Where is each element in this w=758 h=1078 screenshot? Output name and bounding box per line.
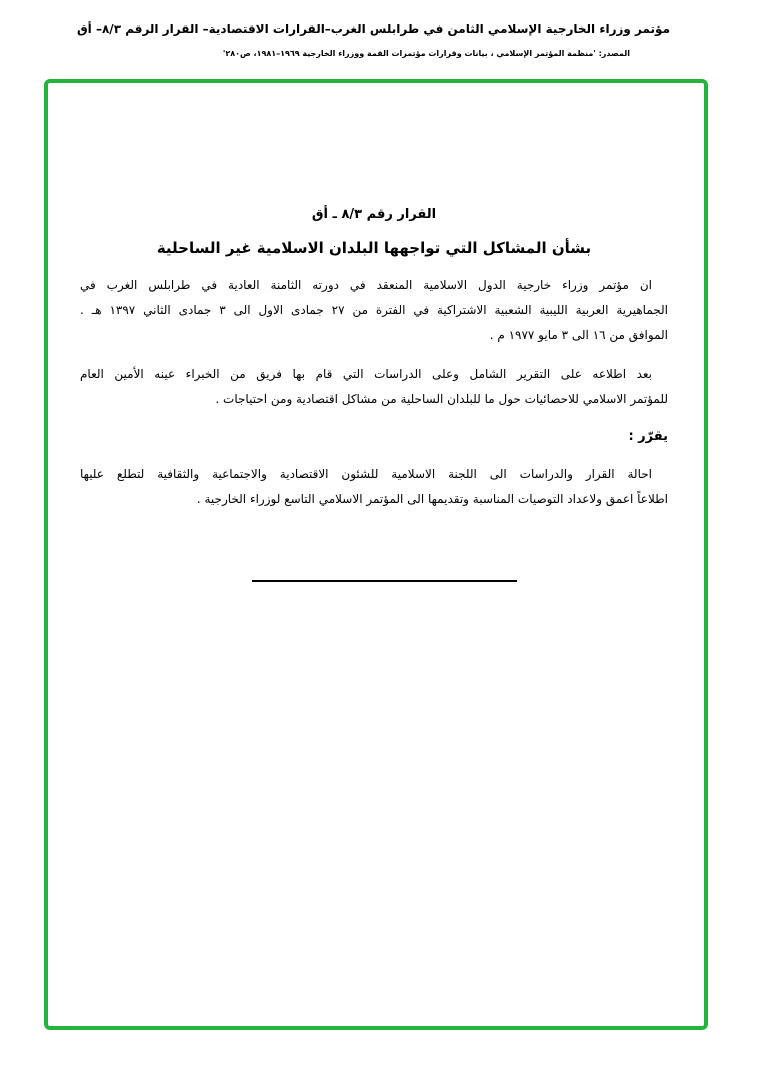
resolution-number: القرار رقم ٨/٣ ـ أق (311, 207, 437, 222)
paragraph-line: ان مؤتمر وزراء خارجية الدول الاسلامية المنعقد في دورته الثامنة العادية في طرابلس الغرب في (80, 278, 652, 292)
document-header-title: مؤتمر وزراء الخارجية الإسلامي الثامن في طرابلس الغرب–القرارات الاقتصادية– القرار الرقم ٨/٣– أق (76, 22, 670, 36)
paragraph-preamble (80, 273, 668, 348)
paragraph-line: الجماهيرية العربية الليبية الشعبية الاشتراكية في الفترة من ٢٧ جمادى الاول الى ٣ جمادى الثاني ١٣٩٧ هـ . (80, 303, 668, 317)
paragraph-line: احالة القرار والدراسات الى اللجنة الاسلامية للشئون الاقتصادية والاجتماعية والثقافية لتطلع عليها (80, 467, 652, 481)
paragraph-line: الموافق من ١٦ الى ٣ مايو ١٩٧٧ م . (489, 328, 668, 342)
paragraph-decision (80, 462, 668, 512)
resolution-subject: بشأن المشاكل التي تواجهها البلدان الاسلامية غير الساحلية (156, 239, 592, 257)
paragraph-line: اطلاعاً اعمق ولاعداد التوصيات المناسبة وتقديمها الى المؤتمر الاسلامي التاسع لوزراء الخارجية . (196, 492, 668, 506)
document-source: المصدر: 'منظمة المؤتمر الإسلامي ، بيانات وقرارات مؤتمرات القمة ووزراء الخارجية ١٩٦٩–١٩٨١، ص٢٨٠' (222, 49, 630, 58)
decides-heading: يقرّر : (628, 429, 668, 444)
resolution-body (80, 205, 668, 512)
paragraph-line: بعد اطلاعه على التقرير الشامل وعلى الدراسات التي قام بها فريق من الخبراء عينه الأمين العام (80, 367, 652, 381)
end-divider (252, 580, 517, 582)
paragraph-considering (80, 362, 668, 412)
paragraph-line: للمؤتمر الاسلامي للاحصائيات حول ما للبلدان الساحلية من مشاكل اقتصادية ومن احتياجات . (215, 392, 668, 406)
